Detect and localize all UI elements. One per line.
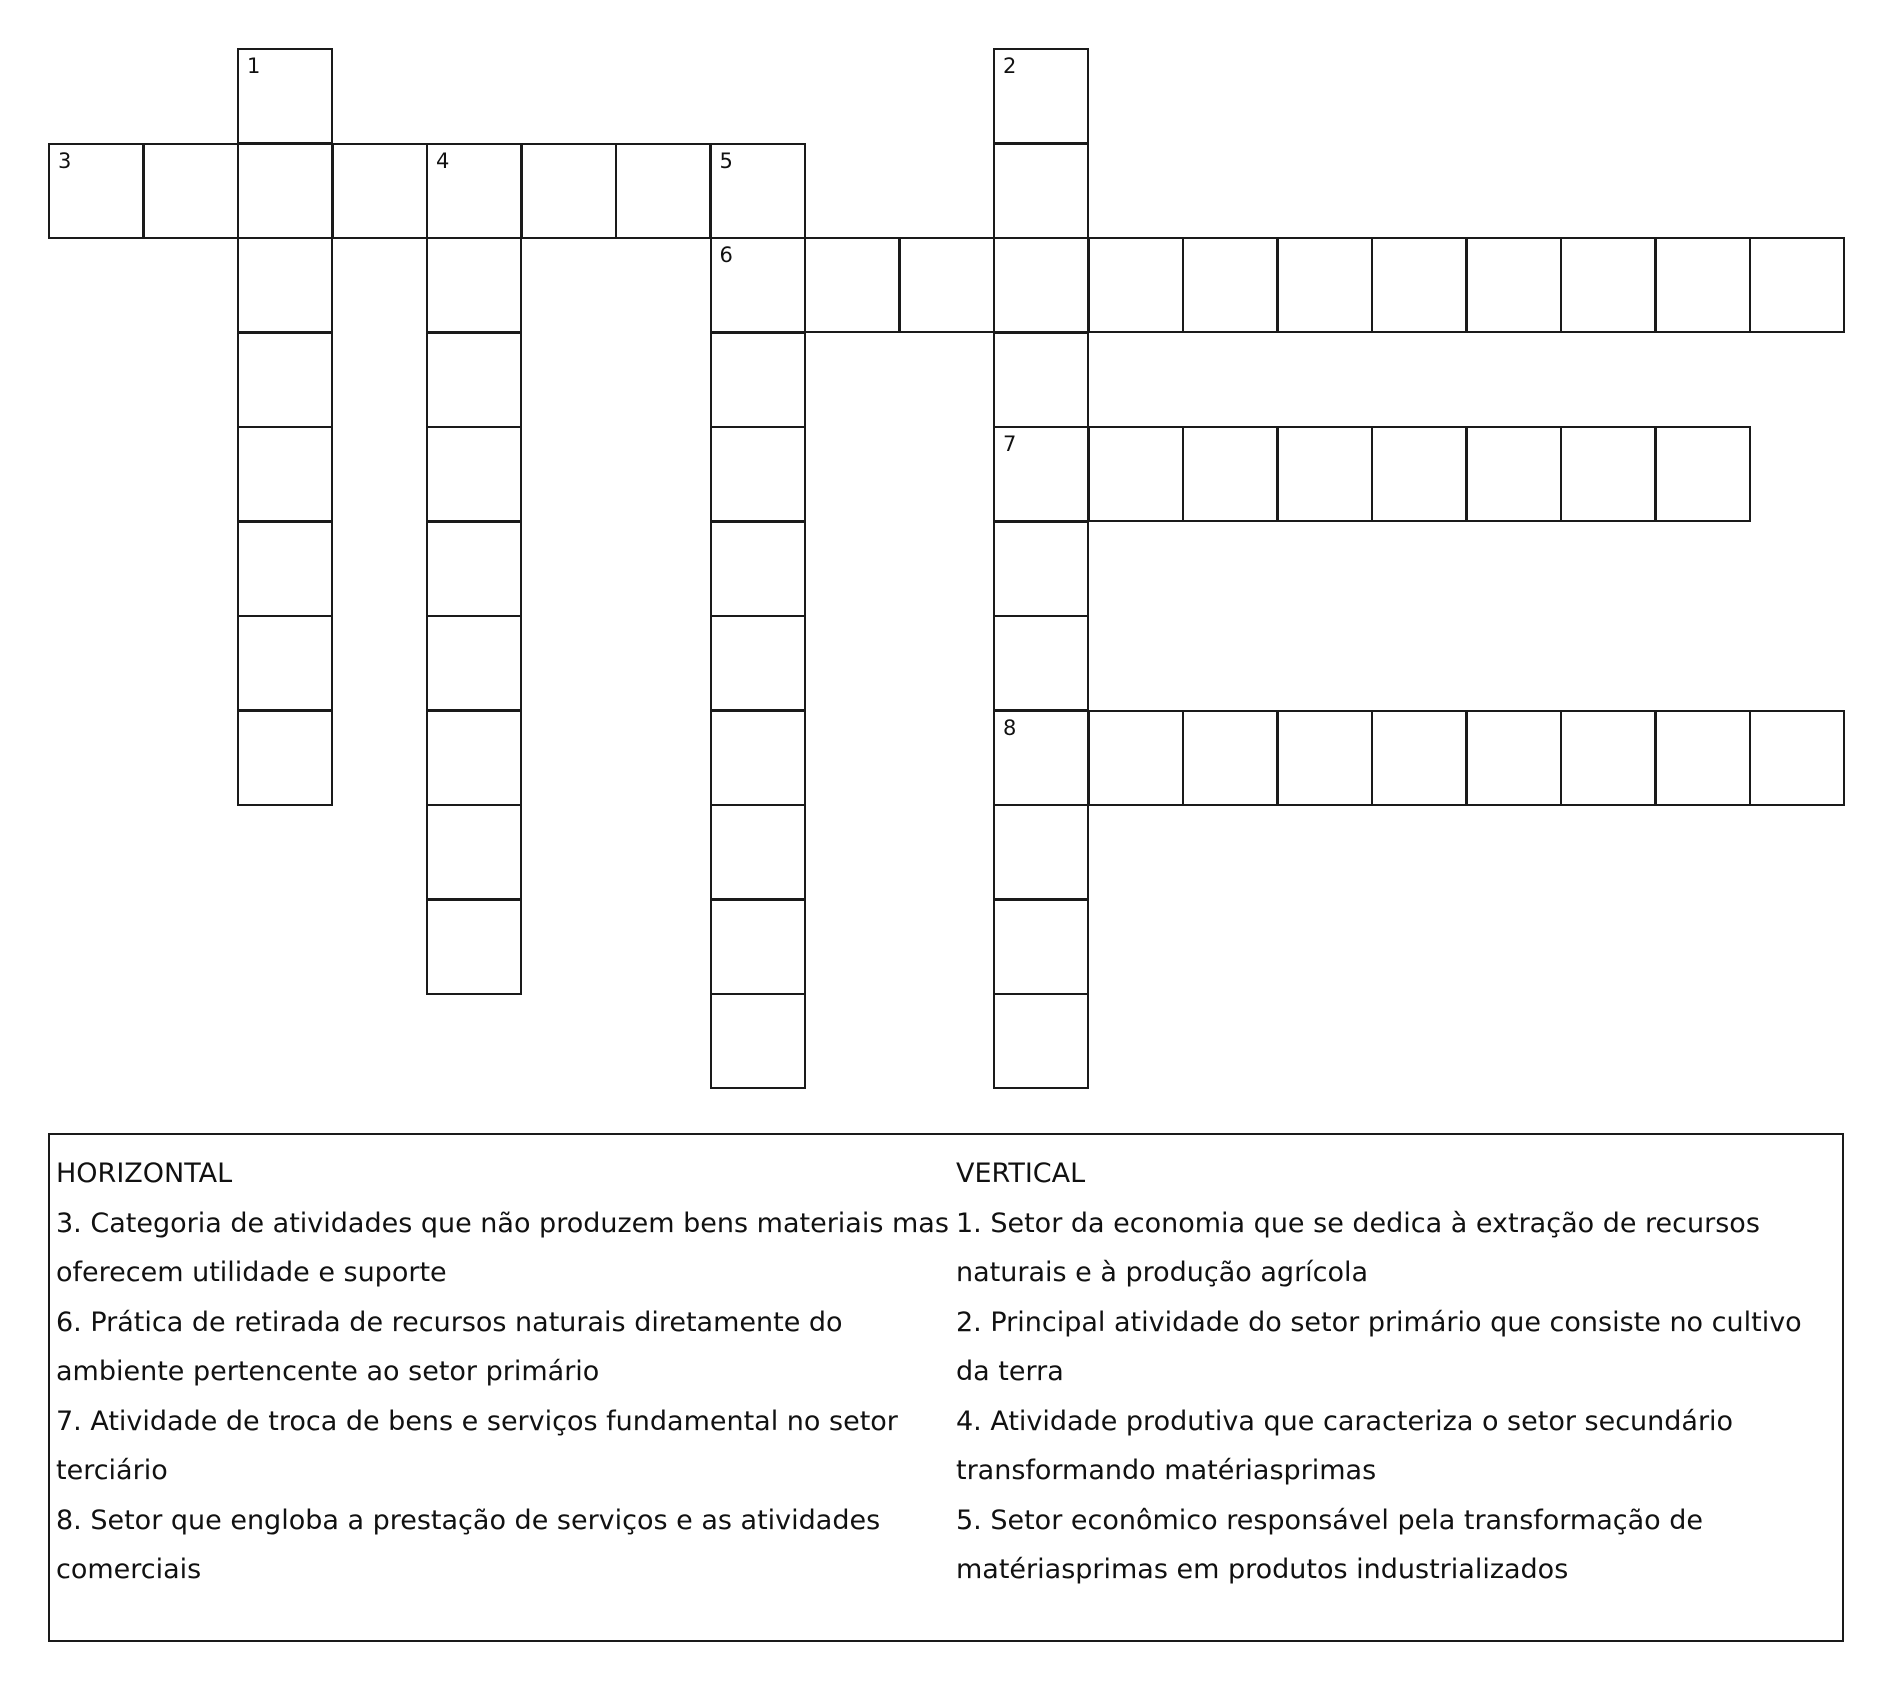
crossword-cell[interactable] bbox=[426, 332, 522, 428]
crossword-cell[interactable] bbox=[237, 615, 333, 711]
clue-number: 2 bbox=[1003, 54, 1017, 78]
crossword-cell[interactable] bbox=[710, 237, 806, 333]
clue-number: 5 bbox=[719, 148, 733, 173]
crossword-cell[interactable] bbox=[993, 899, 1089, 995]
crossword-cell[interactable] bbox=[993, 521, 1089, 617]
crossword-cell[interactable] bbox=[521, 143, 617, 239]
crossword-cell[interactable] bbox=[1560, 426, 1656, 522]
clue-number: 3 bbox=[58, 148, 72, 173]
crossword-cell[interactable] bbox=[710, 899, 806, 995]
crossword-cell[interactable] bbox=[1655, 237, 1751, 333]
crossword-cell[interactable] bbox=[237, 143, 333, 239]
crossword-cell[interactable] bbox=[993, 993, 1089, 1089]
clue-across-6: 6. Prática de retirada de recursos naturais diretamente do ambiente pertencente ao setor primário bbox=[56, 1306, 843, 1387]
crossword-cell[interactable] bbox=[615, 143, 711, 239]
crossword-cell[interactable] bbox=[710, 143, 806, 239]
clue-down-5: 5. Setor econômico responsável pela transformação de matériasprimas em produtos industrializados bbox=[956, 1504, 1704, 1585]
crossword-cell[interactable] bbox=[710, 804, 806, 900]
crossword-cell[interactable] bbox=[1749, 237, 1845, 333]
crossword-cell[interactable] bbox=[426, 143, 522, 239]
crossword-cell[interactable] bbox=[993, 332, 1089, 428]
crossword-cell[interactable] bbox=[426, 237, 522, 333]
crossword-cell[interactable] bbox=[1560, 237, 1656, 333]
vertical-clues bbox=[956, 1149, 1836, 1595]
clue-number: 6 bbox=[719, 243, 733, 267]
crossword-cell[interactable] bbox=[1277, 426, 1373, 522]
crossword-cell[interactable] bbox=[426, 426, 522, 522]
clue-number: 8 bbox=[1003, 715, 1017, 740]
crossword-cell[interactable] bbox=[237, 332, 333, 428]
crossword-cell[interactable] bbox=[1182, 237, 1278, 333]
crossword-cell[interactable] bbox=[237, 48, 333, 144]
crossword-cell[interactable] bbox=[899, 237, 995, 333]
crossword-cell[interactable] bbox=[1466, 426, 1562, 522]
crossword-cell[interactable] bbox=[1466, 237, 1562, 333]
crossword-cell[interactable] bbox=[993, 237, 1089, 333]
crossword-cell[interactable] bbox=[237, 710, 333, 806]
clue-down-2: 2. Principal atividade do setor primário que consiste no cultivo da terra bbox=[956, 1306, 1802, 1387]
crossword-cell[interactable] bbox=[804, 237, 900, 333]
clue-across-8: 8. Setor que engloba a prestação de serviços e as atividades comerciais bbox=[56, 1504, 881, 1585]
crossword-cell[interactable] bbox=[993, 48, 1089, 144]
horizontal-clues bbox=[56, 1149, 951, 1595]
crossword-cell[interactable] bbox=[1655, 426, 1751, 522]
crossword-cell[interactable] bbox=[1088, 710, 1184, 806]
crossword-cell[interactable] bbox=[426, 804, 522, 900]
crossword-cell[interactable] bbox=[426, 710, 522, 806]
horizontal-heading: HORIZONTAL bbox=[56, 1158, 233, 1189]
clue-number: 7 bbox=[1003, 432, 1017, 456]
crossword-cell[interactable] bbox=[710, 615, 806, 711]
crossword-cell[interactable] bbox=[1371, 426, 1467, 522]
crossword-cell[interactable] bbox=[1182, 426, 1278, 522]
crossword-cell[interactable] bbox=[1371, 237, 1467, 333]
crossword-cell[interactable] bbox=[710, 521, 806, 617]
crossword-cell[interactable] bbox=[993, 710, 1089, 806]
vertical-heading: VERTICAL bbox=[956, 1158, 1086, 1189]
crossword-cell[interactable] bbox=[710, 426, 806, 522]
clue-across-7: 7. Atividade de troca de bens e serviços fundamental no setor terciário bbox=[56, 1405, 898, 1486]
clue-number: 1 bbox=[247, 54, 261, 78]
crossword-cell[interactable] bbox=[993, 426, 1089, 522]
crossword-cell[interactable] bbox=[237, 237, 333, 333]
crossword-cell[interactable] bbox=[1749, 710, 1845, 806]
crossword-cell[interactable] bbox=[993, 615, 1089, 711]
crossword-cell[interactable] bbox=[143, 143, 239, 239]
clues-box bbox=[48, 1133, 1844, 1642]
crossword-cell[interactable] bbox=[1371, 710, 1467, 806]
crossword-cell[interactable] bbox=[1277, 237, 1373, 333]
crossword-cell[interactable] bbox=[1560, 710, 1656, 806]
crossword-cell[interactable] bbox=[1277, 710, 1373, 806]
crossword-cell[interactable] bbox=[332, 143, 428, 239]
crossword-cell[interactable] bbox=[237, 521, 333, 617]
crossword-cell[interactable] bbox=[710, 332, 806, 428]
crossword-cell[interactable] bbox=[237, 426, 333, 522]
clue-across-3: 3. Categoria de atividades que não produzem bens materiais mas oferecem utilidade e suporte bbox=[56, 1207, 949, 1288]
crossword-cell[interactable] bbox=[1088, 426, 1184, 522]
clue-number: 4 bbox=[436, 148, 450, 173]
crossword-cell[interactable] bbox=[426, 899, 522, 995]
crossword-cell[interactable] bbox=[993, 804, 1089, 900]
crossword-cell[interactable] bbox=[1182, 710, 1278, 806]
clue-down-1: 1. Setor da economia que se dedica à extração de recursos naturais e à produção agrícola bbox=[956, 1207, 1760, 1288]
crossword-cell[interactable] bbox=[1088, 237, 1184, 333]
crossword-cell[interactable] bbox=[1466, 710, 1562, 806]
crossword-cell[interactable] bbox=[48, 143, 144, 239]
crossword-cell[interactable] bbox=[993, 143, 1089, 239]
crossword-cell[interactable] bbox=[710, 710, 806, 806]
clue-down-4: 4. Atividade produtiva que caracteriza o setor secundário transformando matériasprimas bbox=[956, 1405, 1734, 1486]
crossword-cell[interactable] bbox=[426, 615, 522, 711]
crossword-cell[interactable] bbox=[1655, 710, 1751, 806]
crossword-cell[interactable] bbox=[426, 521, 522, 617]
crossword-cell[interactable] bbox=[710, 993, 806, 1089]
